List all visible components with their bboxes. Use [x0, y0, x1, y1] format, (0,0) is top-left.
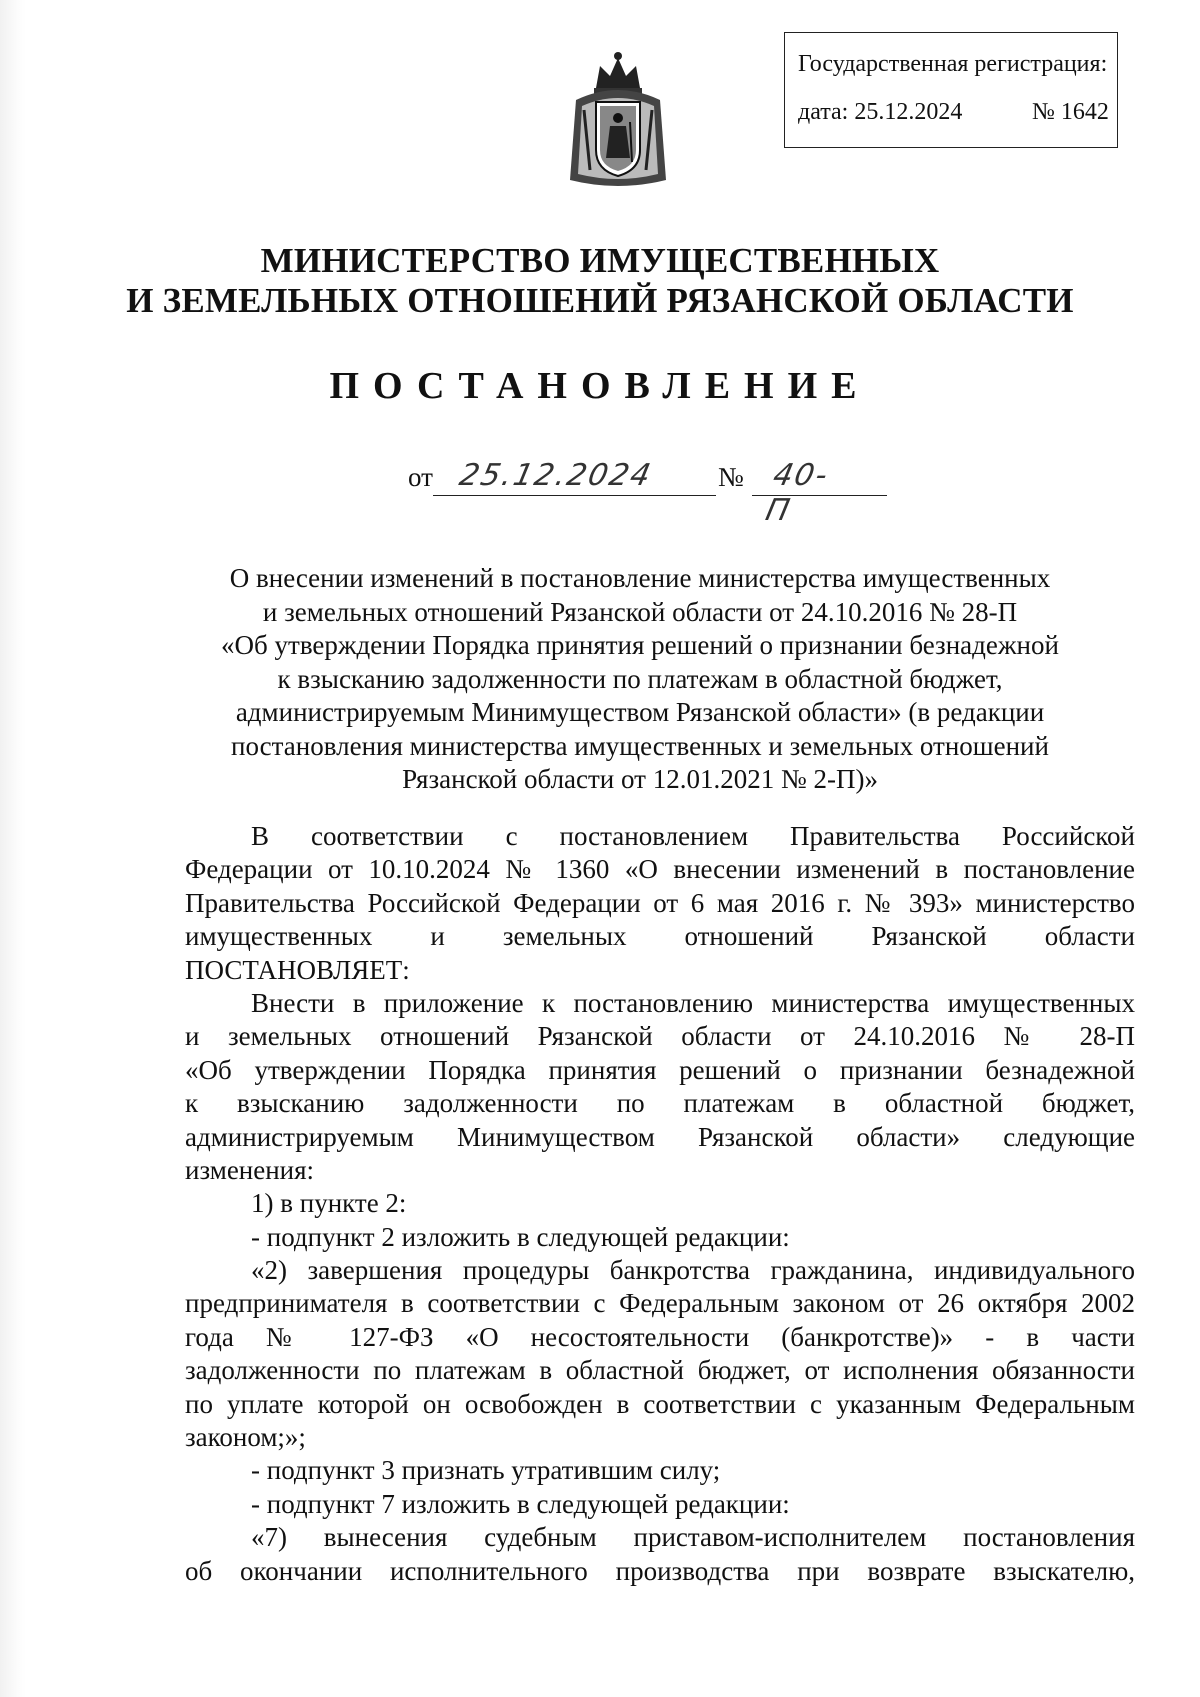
body-line: задолженности по платежам в областной бюджет, от исполнения обязанности: [185, 1355, 1135, 1386]
date-prefix: от: [408, 462, 433, 492]
body-line: Внести в приложение к постановлению министерства имущественных: [251, 987, 1135, 1018]
body-line: - подпункт 7 изложить в следующей редакции:: [251, 1488, 790, 1519]
body-line: администрируемым Минимуществом Рязанской области» следующие: [185, 1121, 1135, 1152]
registration-label: Государственная регистрация:: [798, 51, 1108, 77]
decree-body: [185, 820, 1135, 1588]
ministry-name-line1: МИНИСТЕРСТВО ИМУЩЕСТВЕННЫХ: [260, 241, 940, 280]
body-line: изменения:: [185, 1154, 315, 1185]
body-line: ПОСТАНОВЛЯЕТ:: [185, 954, 410, 985]
subject-line: администрируемым Минимуществом Рязанской области» (в редакции: [235, 697, 1045, 727]
body-line: «Об утверждении Порядка принятия решений о признании безнадежной: [185, 1054, 1135, 1085]
body-line: «7) вынесения судебным приставом-исполнителем постановления: [251, 1522, 1135, 1553]
registration-number: № 1642: [1032, 99, 1109, 125]
subject-line: и земельных отношений Рязанской области от 24.10.2016 № 28-П: [262, 596, 1018, 627]
body-line: 1) в пункте 2:: [251, 1188, 407, 1219]
registration-stamp: [784, 32, 1118, 148]
body-line: «2) завершения процедуры банкротства гражданина, индивидуального: [251, 1255, 1135, 1286]
body-line: - подпункт 3 признать утратившим силу;: [251, 1455, 721, 1486]
body-line: по уплате которой он освобожден в соответствии с указанным Федеральным: [185, 1388, 1135, 1419]
registration-date: дата: 25.12.2024: [798, 99, 963, 125]
body-line: к взысканию задолженности по платежам в областной бюджет,: [185, 1088, 1135, 1119]
ryazan-coat-of-arms-icon: [566, 50, 670, 192]
subject-line: к взысканию задолженности по платежам в областной бюджет,: [277, 663, 1003, 694]
body-line: Правительства Российской Федерации от 6 мая 2016 г. № 393» министерство: [185, 887, 1135, 918]
handwritten-date: 25.12.2024: [456, 458, 656, 493]
body-line: и земельных отношений Рязанской области от 24.10.2016 № 28-П: [185, 1021, 1135, 1052]
subject-line: «Об утверждении Порядка принятия решений о признании безнадежной: [221, 630, 1059, 660]
body-line: В соответствии с постановлением Правительства Российской: [251, 821, 1135, 851]
body-line: Федерации от 10.10.2024 № 1360 «О внесении изменений в постановление: [185, 854, 1135, 885]
number-prefix: №: [718, 462, 744, 492]
body-line: законом;»;: [185, 1422, 306, 1453]
body-line: - подпункт 2 изложить в следующей редакции:: [251, 1221, 790, 1252]
handwritten-number: 40-П: [762, 458, 833, 528]
subject-line: постановления министерства имущественных и земельных отношений: [231, 730, 1049, 761]
body-line: об окончании исполнительного производства при возврате взыскателю,: [185, 1555, 1135, 1586]
body-line: года № 127-ФЗ «О несостоятельности (банкротстве)» - в части: [185, 1321, 1135, 1352]
document-type-title: ПОСТАНОВЛЕНИЕ: [329, 365, 871, 407]
body-line: предпринимателя в соответствии с Федеральным законом от 26 октября 2002: [185, 1288, 1135, 1319]
date-underline: [433, 495, 716, 496]
ministry-name-line2: И ЗЕМЕЛЬНЫХ ОТНОШЕНИЙ РЯЗАНСКОЙ ОБЛАСТИ: [126, 281, 1074, 320]
number-underline: [752, 495, 887, 496]
subject-line: Рязанской области от 12.01.2021 № 2-П)»: [402, 764, 878, 794]
body-line: имущественных и земельных отношений Рязанской области: [185, 921, 1135, 952]
subject-line: О внесении изменений в постановление министерства имущественных: [229, 563, 1051, 593]
decree-subject: [190, 562, 1090, 797]
